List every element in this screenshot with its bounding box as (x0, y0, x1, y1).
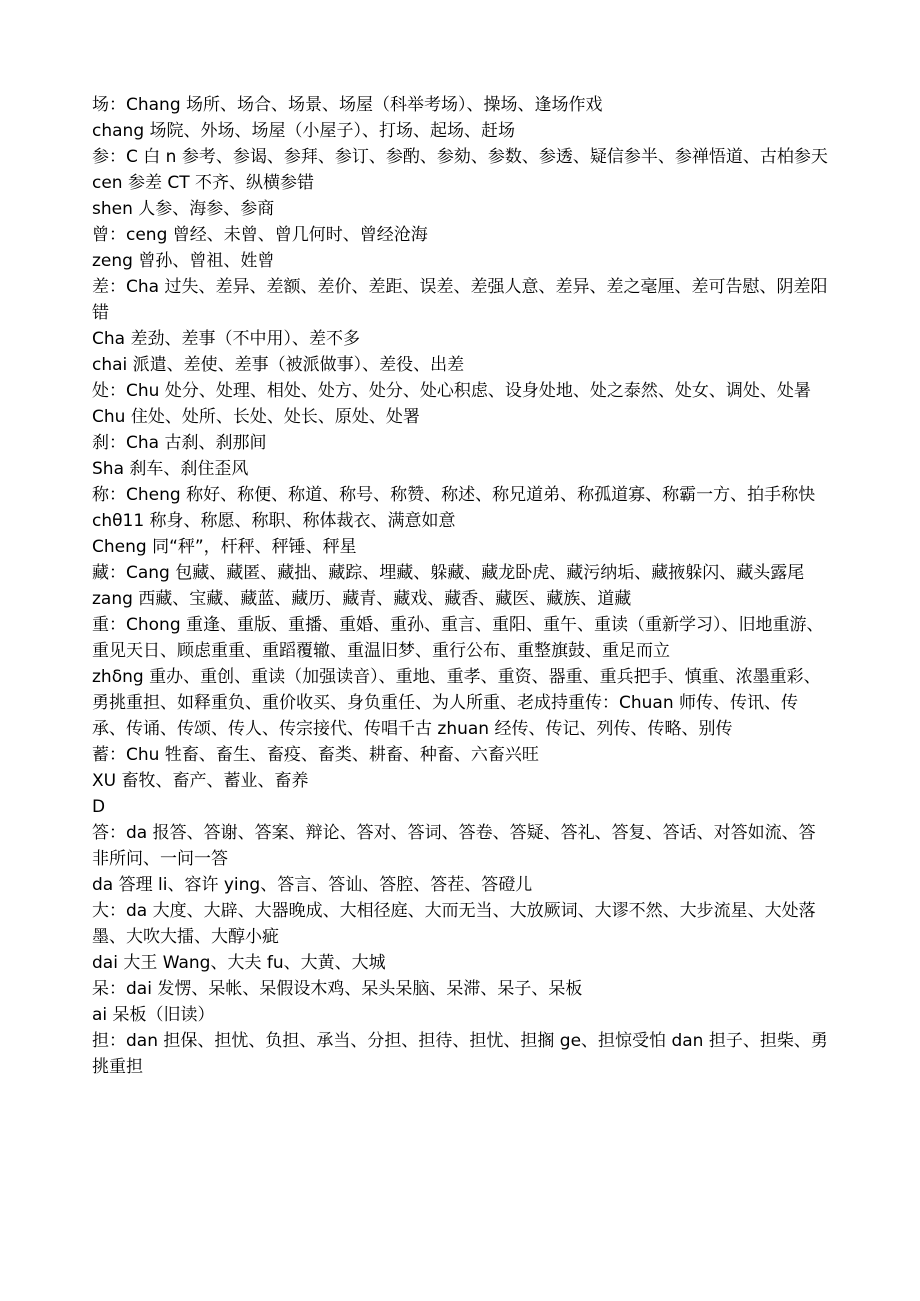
text-line: 大：da 大度、大辟、大器晚成、大相径庭、大而无当、大放厥词、大谬不然、大步流星、大处落墨、大吹大擂、大醇小疵 (92, 901, 816, 947)
text-line: chθ11 称身、称愿、称职、称体裁衣、满意如意 (92, 511, 456, 531)
document-page (92, 92, 828, 1080)
text-line: 称：Cheng 称好、称便、称道、称号、称赞、称述、称兄道弟、称孤道寡、称霸一方、拍手称快 (92, 485, 816, 505)
text-line: 呆：dai 发愣、呆帐、呆假设木鸡、呆头呆脑、呆滞、呆子、呆板 (92, 979, 583, 999)
text-line: XU 畜牧、畜产、蓄业、畜养 (92, 771, 309, 791)
text-line: cen 参差 CT 不齐、纵横参错 (92, 173, 315, 193)
text-line: shen 人参、海参、参商 (92, 199, 275, 219)
text-line: zhδng 重办、重创、重读（加强读音）、重地、重孝、重资、器重、重兵把手、慎重、浓墨重彩、勇挑重担、如释重负、重价收买、身负重任、为人所重、老成持重传：Chuan 师传、传讯、传承、传诵、传颂、传人、传宗接代、传唱千古 zhuan 经传、传记、列传、传略、别传 (92, 667, 821, 739)
text-line: chang 场院、外场、场屋（小屋子）、打场、起场、赶场 (92, 121, 516, 141)
text-line: 藏：Cang 包藏、藏匿、藏拙、藏踪、埋藏、躲藏、藏龙卧虎、藏污纳垢、藏掖躲闪、藏头露尾 (92, 563, 805, 583)
text-line: da 答理 li、容许 ying、答言、答讪、答腔、答茬、答磴儿 (92, 875, 533, 895)
text-line: 蓄：Chu 牲畜、畜生、畜疫、畜类、耕畜、种畜、六畜兴旺 (92, 745, 539, 765)
text-line: Cheng 同“秤”，杆秤、秤锤、秤星 (92, 537, 357, 557)
text-line: Sha 刹车、刹住歪风 (92, 459, 249, 479)
text-line: chai 派遣、差使、差事（被派做事）、差役、出差 (92, 355, 465, 375)
text-line: 处：Chu 处分、处理、相处、处方、处分、处心积虑、设身处地、处之泰然、处女、调处、处暑 (92, 381, 811, 401)
text-line: 场：Chang 场所、场合、场景、场屋（科举考场）、操场、逢场作戏 (92, 95, 603, 115)
text-line: 重：Chong 重逢、重版、重播、重婚、重孙、重言、重阳、重午、重读（重新学习）、旧地重游、重见天日、顾虑重重、重蹈覆辙、重温旧梦、重行公布、重整旗鼓、重足而立 (92, 615, 824, 661)
text-line: zang 西藏、宝藏、藏蓝、藏历、藏青、藏戏、藏香、藏医、藏族、道藏 (92, 589, 632, 609)
text-line: 刹：Cha 古刹、刹那间 (92, 433, 267, 453)
section-letter: D (92, 797, 106, 817)
text-line: 参：C 白 n 参考、参谒、参拜、参订、参酌、参劾、参数、参透、疑信参半、参禅悟道、古柏参天 (92, 147, 828, 167)
text-line: Cha 差劲、差事（不中用）、差不多 (92, 329, 360, 349)
text-line: 差：Cha 过失、差异、差额、差价、差距、误差、差强人意、差异、差之毫厘、差可告慰、阴差阳错 (92, 277, 828, 323)
text-line: zeng 曾孙、曾祖、姓曾 (92, 251, 275, 271)
text-line: Chu 住处、处所、长处、处长、原处、处署 (92, 407, 420, 427)
text-line: 曾：ceng 曾经、未曾、曾几何时、曾经沧海 (92, 225, 428, 245)
text-line: 答：da 报答、答谢、答案、辩论、答对、答词、答卷、答疑、答礼、答复、答话、对答如流、答非所问、一问一答 (92, 823, 816, 869)
text-line: 担：dan 担保、担忧、负担、承当、分担、担待、担忧、担搁 ge、担惊受怕 dan 担子、担柴、勇挑重担 (92, 1031, 828, 1077)
text-line: dai 大王 Wang、大夫 fu、大黄、大城 (92, 953, 386, 973)
text-line: ai 呆板（旧读） (92, 1005, 215, 1025)
